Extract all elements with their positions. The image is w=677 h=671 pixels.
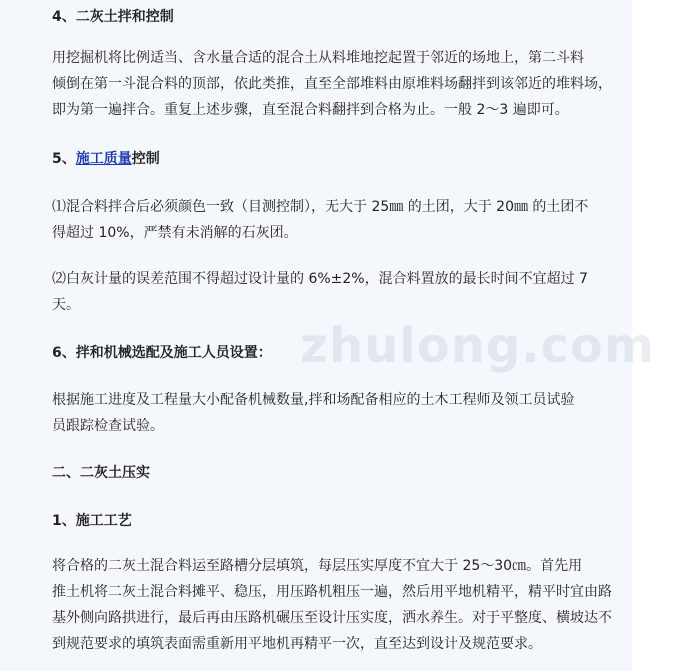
part-2-heading: 二、二灰土压实 <box>52 465 150 481</box>
process-line-4: 到规范要求的填筑表面需重新用平地机再精平一次，直至达到设计及规范要求。 <box>52 636 542 652</box>
process-line-1: 将合格的二灰土混合料运至路槽分层填筑，每层压实厚度不宜大于 25～30㎝。首先用 <box>52 558 583 574</box>
section-5-item-2-line-2: 天。 <box>52 297 80 313</box>
process-line-3: 基外侧向路拱进行，最后再由压路机碾压至设计压实度，洒水养生。对于平整度、横坡达不 <box>52 610 612 626</box>
section-5-item-2-line-1: ⑵白灰计量的误差范围不得超过设计量的 6%±2%，混合料置放的最长时间不宜超过 7 <box>52 271 588 287</box>
section-4-heading: 4、二灰土拌和控制 <box>52 9 174 25</box>
section-5-number: 5、 <box>52 151 76 167</box>
section-4-line-3: 即为第一遍拌合。重复上述步骤，直至混合料翻拌到合格为止。一般 2～3 遍即可。 <box>52 102 569 118</box>
section-4-line-2: 倾倒在第一斗混合料的顶部，依此类推，直至全部堆料由原堆料场翻拌到该邻近的堆料场， <box>52 76 612 92</box>
construction-quality-link[interactable]: 施工质量 <box>75 151 132 167</box>
section-5-heading <box>52 146 632 172</box>
section-5-item-1-line-2: 得超过 10%，严禁有未消解的石灰团。 <box>52 225 298 241</box>
section-5-heading-rest: 控制 <box>131 151 160 167</box>
construction-process-heading: 1、施工工艺 <box>52 513 132 529</box>
section-6-heading: 6、拌和机械选配及施工人员设置： <box>52 345 272 361</box>
section-6-line-1: 根据施工进度及工程量大小配备机械数量,拌和场配备相应的土木工程师及领工员试验 <box>52 392 575 408</box>
process-line-2: 推土机将二灰土混合料摊平、稳压，用压路机粗压一遍，然后用平地机精平，精平时宜由路 <box>52 584 612 600</box>
section-4-line-1: 用挖掘机将比例适当、含水量合适的混合土从料堆地挖起置于邻近的场地上，第二斗料 <box>52 50 584 66</box>
section-6-line-2: 员跟踪检查试验。 <box>52 418 164 434</box>
watermark: zhulong.com <box>300 318 655 374</box>
section-5-item-1-line-1: ⑴混合料拌合后必须颜色一致（目测控制），无大于 25㎜ 的土团，大于 20㎜ 的土团不 <box>52 199 589 215</box>
